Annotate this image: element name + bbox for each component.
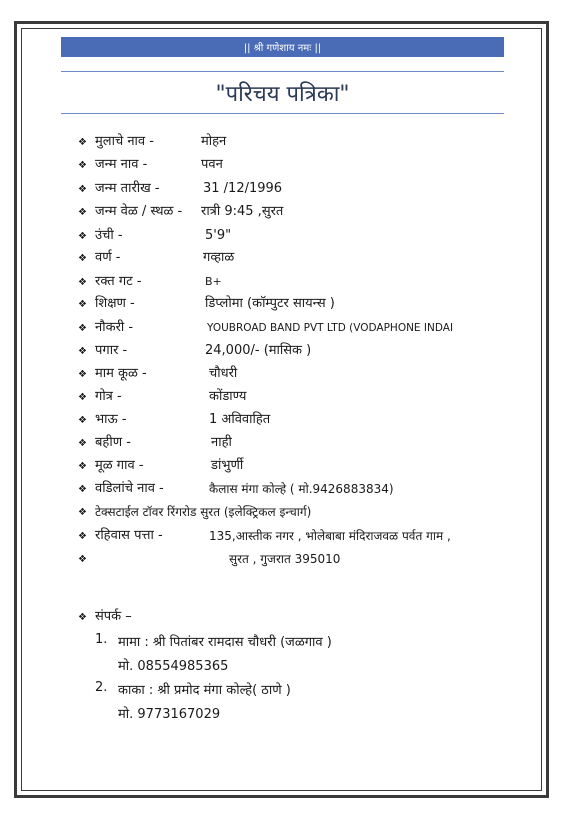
contact-number: 1. xyxy=(95,632,108,647)
diamond-bullet-icon: ❖ xyxy=(78,507,87,518)
field-value: रात्री 9:45 ,सुरत xyxy=(201,204,284,219)
field-label: भाऊ - xyxy=(95,412,127,427)
diamond-bullet-icon: ❖ xyxy=(78,415,87,426)
diamond-bullet-icon: ❖ xyxy=(78,531,87,542)
diamond-bullet-icon: ❖ xyxy=(78,231,87,242)
field-label: रहिवास पत्ता - xyxy=(95,528,163,543)
field-label: मूळ गाव - xyxy=(95,458,144,473)
field-label: शिक्षण - xyxy=(95,296,135,311)
field-value: डिप्लोमा (कॉम्पुटर सायन्स ) xyxy=(205,296,335,311)
field-value: पवन xyxy=(201,157,223,172)
field-label: टेक्सटाईल टॉवर रिंगरोड सुरत (इलेक्ट्रिकल इन्चार्ग) xyxy=(95,505,312,519)
contact-number: 2. xyxy=(95,680,108,695)
field-label: गोत्र - xyxy=(95,389,122,404)
field-value: 1 अविवाहित xyxy=(209,412,271,427)
field-value: कोंडाण्य xyxy=(209,389,247,404)
field-value: मोहन xyxy=(201,134,227,149)
diamond-bullet-icon: ❖ xyxy=(78,392,87,403)
field-label: जन्म नाव - xyxy=(95,157,148,172)
diamond-bullet-icon: ❖ xyxy=(78,253,87,264)
contact-phone: मो. 08554985365 xyxy=(118,659,229,674)
diamond-bullet-icon: ❖ xyxy=(78,346,87,357)
contact-phone: मो. 9773167029 xyxy=(118,707,221,722)
field-value: 135,आस्तीक नगर , भोलेबाबा मंदिराजवळ पर्वत गाम , xyxy=(209,529,451,543)
field-label: मुलाचे नाव - xyxy=(95,134,154,149)
field-value: B+ xyxy=(205,275,222,288)
field-label: रक्त गट - xyxy=(95,274,142,289)
field-value: कैलास मंगा कोल्हे ( मो.9426883834) xyxy=(209,482,394,496)
field-value: 5'9" xyxy=(205,228,232,243)
diamond-bullet-icon: ❖ xyxy=(78,461,87,472)
field-label: बहीण - xyxy=(95,435,131,450)
blessing-text: || श्री गणेशाय नमः || xyxy=(243,43,322,54)
field-value: नाही xyxy=(211,435,232,450)
field-value: YOUBROAD BAND PVT LTD (VODAPHONE INDAI xyxy=(207,322,454,334)
field-value: डांभुर्णी xyxy=(211,458,244,473)
diamond-bullet-icon: ❖ xyxy=(78,554,87,565)
diamond-bullet-icon: ❖ xyxy=(78,299,87,310)
field-label: नौकरी - xyxy=(95,320,134,335)
diamond-bullet-icon: ❖ xyxy=(78,137,87,148)
field-label: जन्म वेळ / स्थळ - xyxy=(95,204,183,219)
field-value: गव्हाळ xyxy=(203,250,235,265)
field-label: वर्ण - xyxy=(95,250,121,265)
diamond-bullet-icon: ❖ xyxy=(78,369,87,380)
diamond-bullet-icon: ❖ xyxy=(78,184,87,195)
contact-text: काका : श्री प्रमोद मंगा कोल्हे( ठाणे ) xyxy=(118,683,291,698)
field-label: वडिलांचे नाव - xyxy=(95,481,164,496)
field-label: जन्म तारीख - xyxy=(95,181,160,196)
field-value: चौधरी xyxy=(209,366,238,381)
contact-title: संपर्क – xyxy=(95,609,132,624)
field-label: माम कूळ - xyxy=(95,366,147,381)
document-title: "परिचय पत्रिका" xyxy=(215,82,350,107)
title-rule-top xyxy=(61,71,504,72)
field-value: 24,000/- (मासिक ) xyxy=(205,343,312,358)
diamond-bullet-icon: ❖ xyxy=(78,323,87,334)
field-value: सुरत , गुजरात 395010 xyxy=(229,552,341,566)
header-banner xyxy=(61,37,504,57)
diamond-bullet-icon: ❖ xyxy=(78,484,87,495)
diamond-bullet-icon: ❖ xyxy=(78,438,87,449)
field-label: उंची - xyxy=(95,228,123,243)
field-value: 31 /12/1996 xyxy=(203,181,283,196)
contact-text: मामा : श्री पितांबर रामदास चौधरी (जळगाव ) xyxy=(118,635,332,650)
diamond-bullet-icon: ❖ xyxy=(78,612,87,623)
diamond-bullet-icon: ❖ xyxy=(78,160,87,171)
field-label: पगार - xyxy=(95,343,128,358)
title-rule-bottom xyxy=(61,113,504,114)
diamond-bullet-icon: ❖ xyxy=(78,207,87,218)
diamond-bullet-icon: ❖ xyxy=(78,277,87,288)
